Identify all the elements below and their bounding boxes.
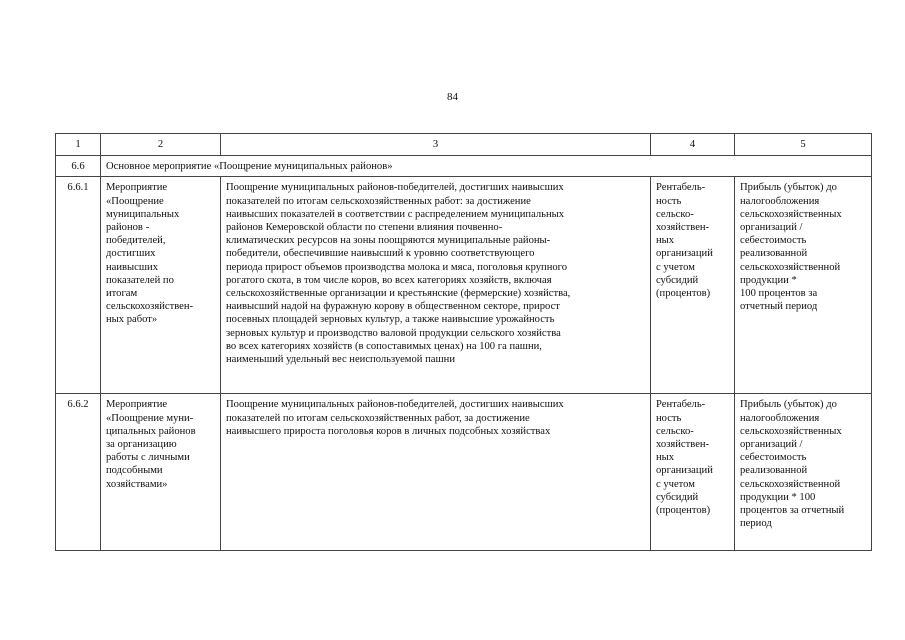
header-cell: 2 xyxy=(101,134,221,156)
section-row xyxy=(56,156,872,177)
table-row xyxy=(56,177,872,394)
page-number: 84 xyxy=(447,91,458,103)
header-row xyxy=(56,134,872,156)
row-number: 6.6.2 xyxy=(56,394,101,551)
description-cell: Поощрение муниципальных районов-победителей, достигших наивысших показателей по итогам сельскохозяйственных работ: за достижение наивысших показателей в соответствии с распределением муниципальных районов Кемеровской области по степени влияния почвенно- климатических ресурсов на зоны поощряются муниципальные районы- победители, обеспечившие наивысший к уровню соответствующего периода прирост объемов производства молока и мяса, поголовья крупного рогатого скота, в том числе коров, во всех категориях хозяйств, включая сельскохозяйственные организации и крестьянские (фермерские) хозяйства, наивысший надой на фуражную корову в общественном секторе, прирост посевных площадей зерновых культур, а также наивысшие урожайность зерновых культур и производство валовой продукции сельского хозяйства во всех категориях хозяйств (в сопоставимых ценах) на 100 га пашни, наименьший удельный вес неиспользуемой пашни xyxy=(221,177,651,394)
indicator-cell: Рентабель- ность сельско- хозяйствен- ных организаций с учетом субсидий (процентов) xyxy=(651,394,735,551)
table-row xyxy=(56,394,872,551)
section-title: Основное мероприятие «Поощрение муниципальных районов» xyxy=(101,156,872,177)
formula-cell: Прибыль (убыток) до налогообложения сельскохозяйственных организаций / себестоимость реализованной сельскохозяйственной продукции * 100 процентов за отчетный период xyxy=(735,177,872,394)
indicator-cell: Рентабель- ность сельско- хозяйствен- ных организаций с учетом субсидий (процентов) xyxy=(651,177,735,394)
row-number: 6.6.1 xyxy=(56,177,101,394)
event-cell: Мероприятие «Поощрение муниципальных районов - победителей, достигших наивысших показателей по итогам сельскохозяйствен- ных работ» xyxy=(101,177,221,394)
header-cell: 5 xyxy=(735,134,872,156)
program-table xyxy=(55,133,872,551)
header-cell: 1 xyxy=(56,134,101,156)
description-cell: Поощрение муниципальных районов-победителей, достигших наивысших показателей по итогам сельскохозяйственных работ, за достижение наивысшего прироста поголовья коров в личных подсобных хозяйствах xyxy=(221,394,651,551)
header-cell: 4 xyxy=(651,134,735,156)
formula-cell: Прибыль (убыток) до налогообложения сельскохозяйственных организаций / себестоимость реализованной сельскохозяйственной продукции * 100 процентов за отчетный период xyxy=(735,394,872,551)
event-cell: Мероприятие «Поощрение муни- ципальных районов за организацию работы с личными подсобными хозяйствами» xyxy=(101,394,221,551)
header-cell: 3 xyxy=(221,134,651,156)
section-number: 6.6 xyxy=(56,156,101,177)
